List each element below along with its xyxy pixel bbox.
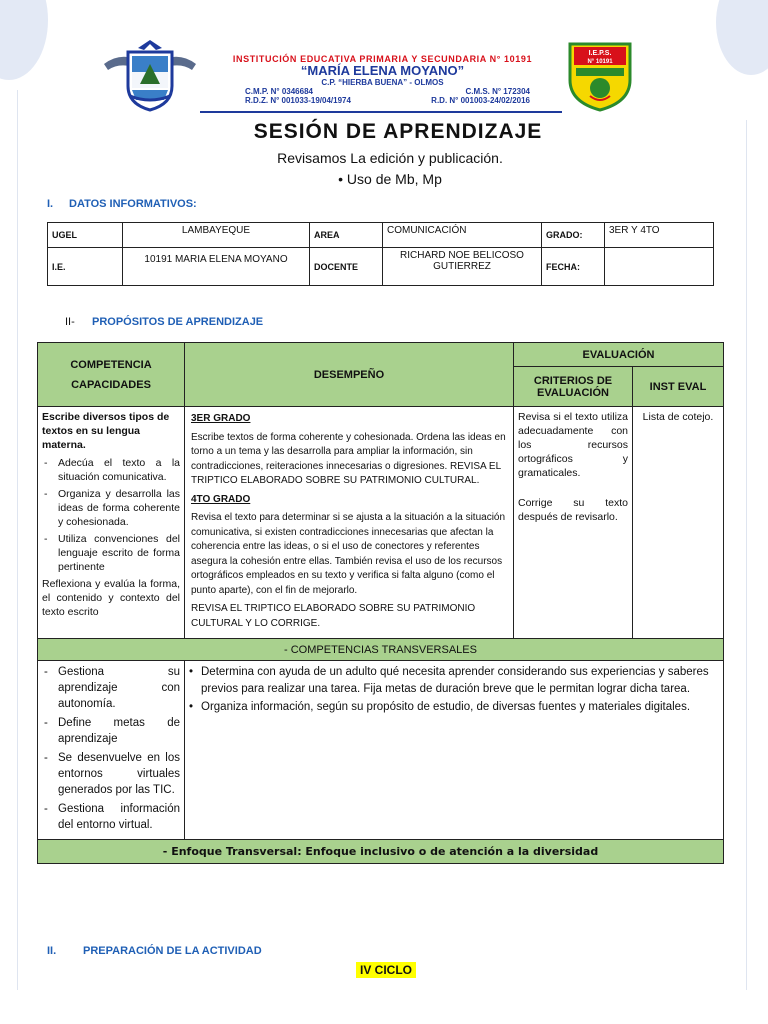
ie-label: I.E. bbox=[48, 248, 123, 286]
area-label: AREA bbox=[310, 223, 383, 248]
criterios-cell bbox=[514, 407, 633, 639]
header-rule bbox=[200, 111, 562, 113]
margin-line-right bbox=[746, 120, 747, 990]
list-item: - Define metas de aprendizaje bbox=[42, 715, 180, 747]
section-label: PROPÓSITOS DE APRENDIZAJE bbox=[92, 316, 264, 328]
competencia-header-label: COMPETENCIA bbox=[70, 358, 152, 371]
list-item: • Determina con ayuda de un adulto qué necesita aprender considerando sus experiencias y saberes previos para realizar una tarea. Fija metas de duración breve que le permitan lograr dicha tarea. bbox=[189, 664, 719, 697]
rd-code: R.D. N° 001003-24/02/2016 bbox=[431, 96, 530, 105]
transversales-header-row bbox=[38, 639, 724, 661]
transversales-row bbox=[38, 661, 724, 840]
list-item: - Se desenvuelve en los entornos virtuales generados por las TIC. bbox=[42, 750, 180, 798]
rdz-code: R.D.Z. N° 001033-19/04/1974 bbox=[245, 96, 351, 105]
grado-label: GRADO: bbox=[542, 223, 605, 248]
capacidades-list bbox=[42, 456, 180, 574]
info-row bbox=[48, 223, 714, 248]
list-item: - Adecúa el texto a la situación comunicativa. bbox=[42, 456, 180, 484]
grado-value: 3ER Y 4TO bbox=[605, 223, 714, 248]
grade-3-text: Escribe textos de forma coherente y cohesionada. Ordena las ideas en torno a un tema y las desarrolla para ampliar la información, sin contradicciones, reiteraciones innecesarias o digresiones. REVISA EL TRIPTICO ELABORADO SOBRE SU PATRIMONIO CULTURAL. bbox=[191, 431, 506, 486]
transversales-desempenos-list bbox=[189, 664, 719, 716]
codes-row-1 bbox=[205, 87, 560, 96]
competencia-title: Escribe diversos tipos de textos en su lengua materna. bbox=[42, 411, 170, 451]
ugel-value: LAMBAYEQUE bbox=[123, 223, 310, 248]
grade-3-heading: 3ER GRADO bbox=[191, 413, 251, 424]
margin-line-left bbox=[17, 90, 18, 990]
info-table bbox=[47, 222, 714, 286]
ugel-label: UGEL bbox=[48, 223, 123, 248]
session-subtitle: Revisamos La edición y publicación. bbox=[277, 150, 503, 166]
docente-value: RICHARD NOE BELICOSO GUTIERREZ bbox=[383, 248, 542, 286]
competencia-cell bbox=[38, 407, 185, 639]
fecha-label: FECHA: bbox=[542, 248, 605, 286]
desempeno-header: DESEMPEÑO bbox=[185, 343, 514, 407]
list-item: - Gestiona información del entorno virtual. bbox=[42, 801, 180, 833]
grade-4-text-2: REVISA EL TRIPTICO ELABORADO SOBRE SU PATRIMONIO CULTURAL Y LO CORRIGE. bbox=[191, 603, 476, 629]
codes-row-2 bbox=[205, 96, 560, 105]
desempeno-cell bbox=[185, 407, 514, 639]
criterio-1: Revisa si el texto utiliza adecuadamente con los recursos ortográficos y gramaticales. bbox=[518, 411, 628, 479]
competencias-transversales-header: - COMPETENCIAS TRANSVERSALES bbox=[38, 639, 724, 661]
list-item: • Organiza información, según su propósito de estudio, de diversas fuentes y materiales digitales. bbox=[189, 699, 719, 716]
cms-code: C.M.S. N° 172304 bbox=[465, 87, 530, 96]
list-item: - Organiza y desarrolla las ideas de forma coherente y cohesionada. bbox=[42, 487, 180, 529]
capacidades-header-label: CAPACIDADES bbox=[71, 378, 151, 391]
grade-4-heading: 4TO GRADO bbox=[191, 493, 251, 505]
section-label: DATOS INFORMATIVOS: bbox=[69, 198, 197, 210]
docente-label: DOCENTE bbox=[310, 248, 383, 286]
content-row bbox=[38, 407, 724, 639]
institution-line: INSTITUCIÓN EDUCATIVA PRIMARIA Y SECUNDARIA N° 10191 bbox=[232, 54, 533, 64]
inst-eval-cell: Lista de cotejo. bbox=[633, 407, 724, 639]
regional-crest-logo-icon bbox=[100, 34, 200, 114]
transversales-capacidades-list bbox=[42, 664, 180, 833]
section-label: PREPARACIÓN DE LA ACTIVIDAD bbox=[83, 945, 262, 957]
criterios-header: CRITERIOS DE EVALUACIÓN bbox=[514, 367, 633, 407]
fecha-value bbox=[605, 248, 714, 286]
document-header bbox=[0, 0, 768, 118]
header-row-1 bbox=[38, 343, 724, 367]
shield-number-text: N° 10191 bbox=[587, 59, 613, 65]
competencia-header bbox=[38, 343, 185, 407]
shield-top-text: I.E.P.S. bbox=[588, 50, 612, 57]
section-datos-informativos bbox=[47, 198, 197, 210]
grade-4-text: Revisa el texto para determinar si se ajusta a la situación a la situación comunicativa, si existen contradicciones innecesarias que afectan la coherencia entre las ideas, o si el uso de conectores y referentes asegura la cohesión entre ellas. También revisa el uso de los recursos ortográficos empleados en su texto y verifica si falta alguno (como el punto aparte), con el fin de mejorarlo. bbox=[191, 512, 506, 596]
list-item: - Gestiona su aprendizaje con autonomía. bbox=[42, 664, 180, 712]
enfoque-row bbox=[38, 840, 724, 864]
section-number: II- bbox=[65, 316, 75, 328]
evaluacion-header: EVALUACIÓN bbox=[514, 343, 724, 367]
ciclo-badge: IV CICLO bbox=[356, 962, 416, 978]
learning-purposes-table bbox=[37, 342, 724, 864]
section-propositos bbox=[65, 316, 263, 328]
ie-value: 10191 MARIA ELENA MOYANO bbox=[123, 248, 310, 286]
transversales-left-cell bbox=[38, 661, 185, 840]
area-value: COMUNICACIÓN bbox=[383, 223, 542, 248]
session-subtitle-bullet: • Uso de Mb, Mp bbox=[338, 171, 442, 187]
institution-info bbox=[205, 54, 560, 105]
page-title: SESIÓN DE APRENDIZAJE bbox=[253, 120, 543, 143]
cmp-code: C.M.P. N° 0346684 bbox=[245, 87, 313, 96]
list-item: - Utiliza convenciones del lenguaje escrito de forma pertinente bbox=[42, 532, 180, 574]
enfoque-transversal: - Enfoque Transversal: Enfoque inclusivo o de atención a la diversidad bbox=[38, 840, 724, 864]
school-shield-logo-icon bbox=[566, 36, 634, 112]
reflexiona-text: Reflexiona y evalúa la forma, el contenido y contexto del texto escrito bbox=[42, 578, 180, 618]
school-name: “MARÍA ELENA MOYANO” bbox=[300, 63, 465, 78]
criterio-2: Corrige su texto después de revisarlo. bbox=[518, 497, 628, 523]
transversales-right-cell bbox=[185, 661, 724, 840]
town-line: C.P. “HIERBA BUENA” - OLMOS bbox=[321, 78, 444, 87]
inst-eval-header: INST EVAL bbox=[633, 367, 724, 407]
section-preparacion bbox=[47, 945, 262, 957]
info-row bbox=[48, 248, 714, 286]
section-number: I. bbox=[47, 198, 54, 210]
section-number: II. bbox=[47, 945, 57, 957]
